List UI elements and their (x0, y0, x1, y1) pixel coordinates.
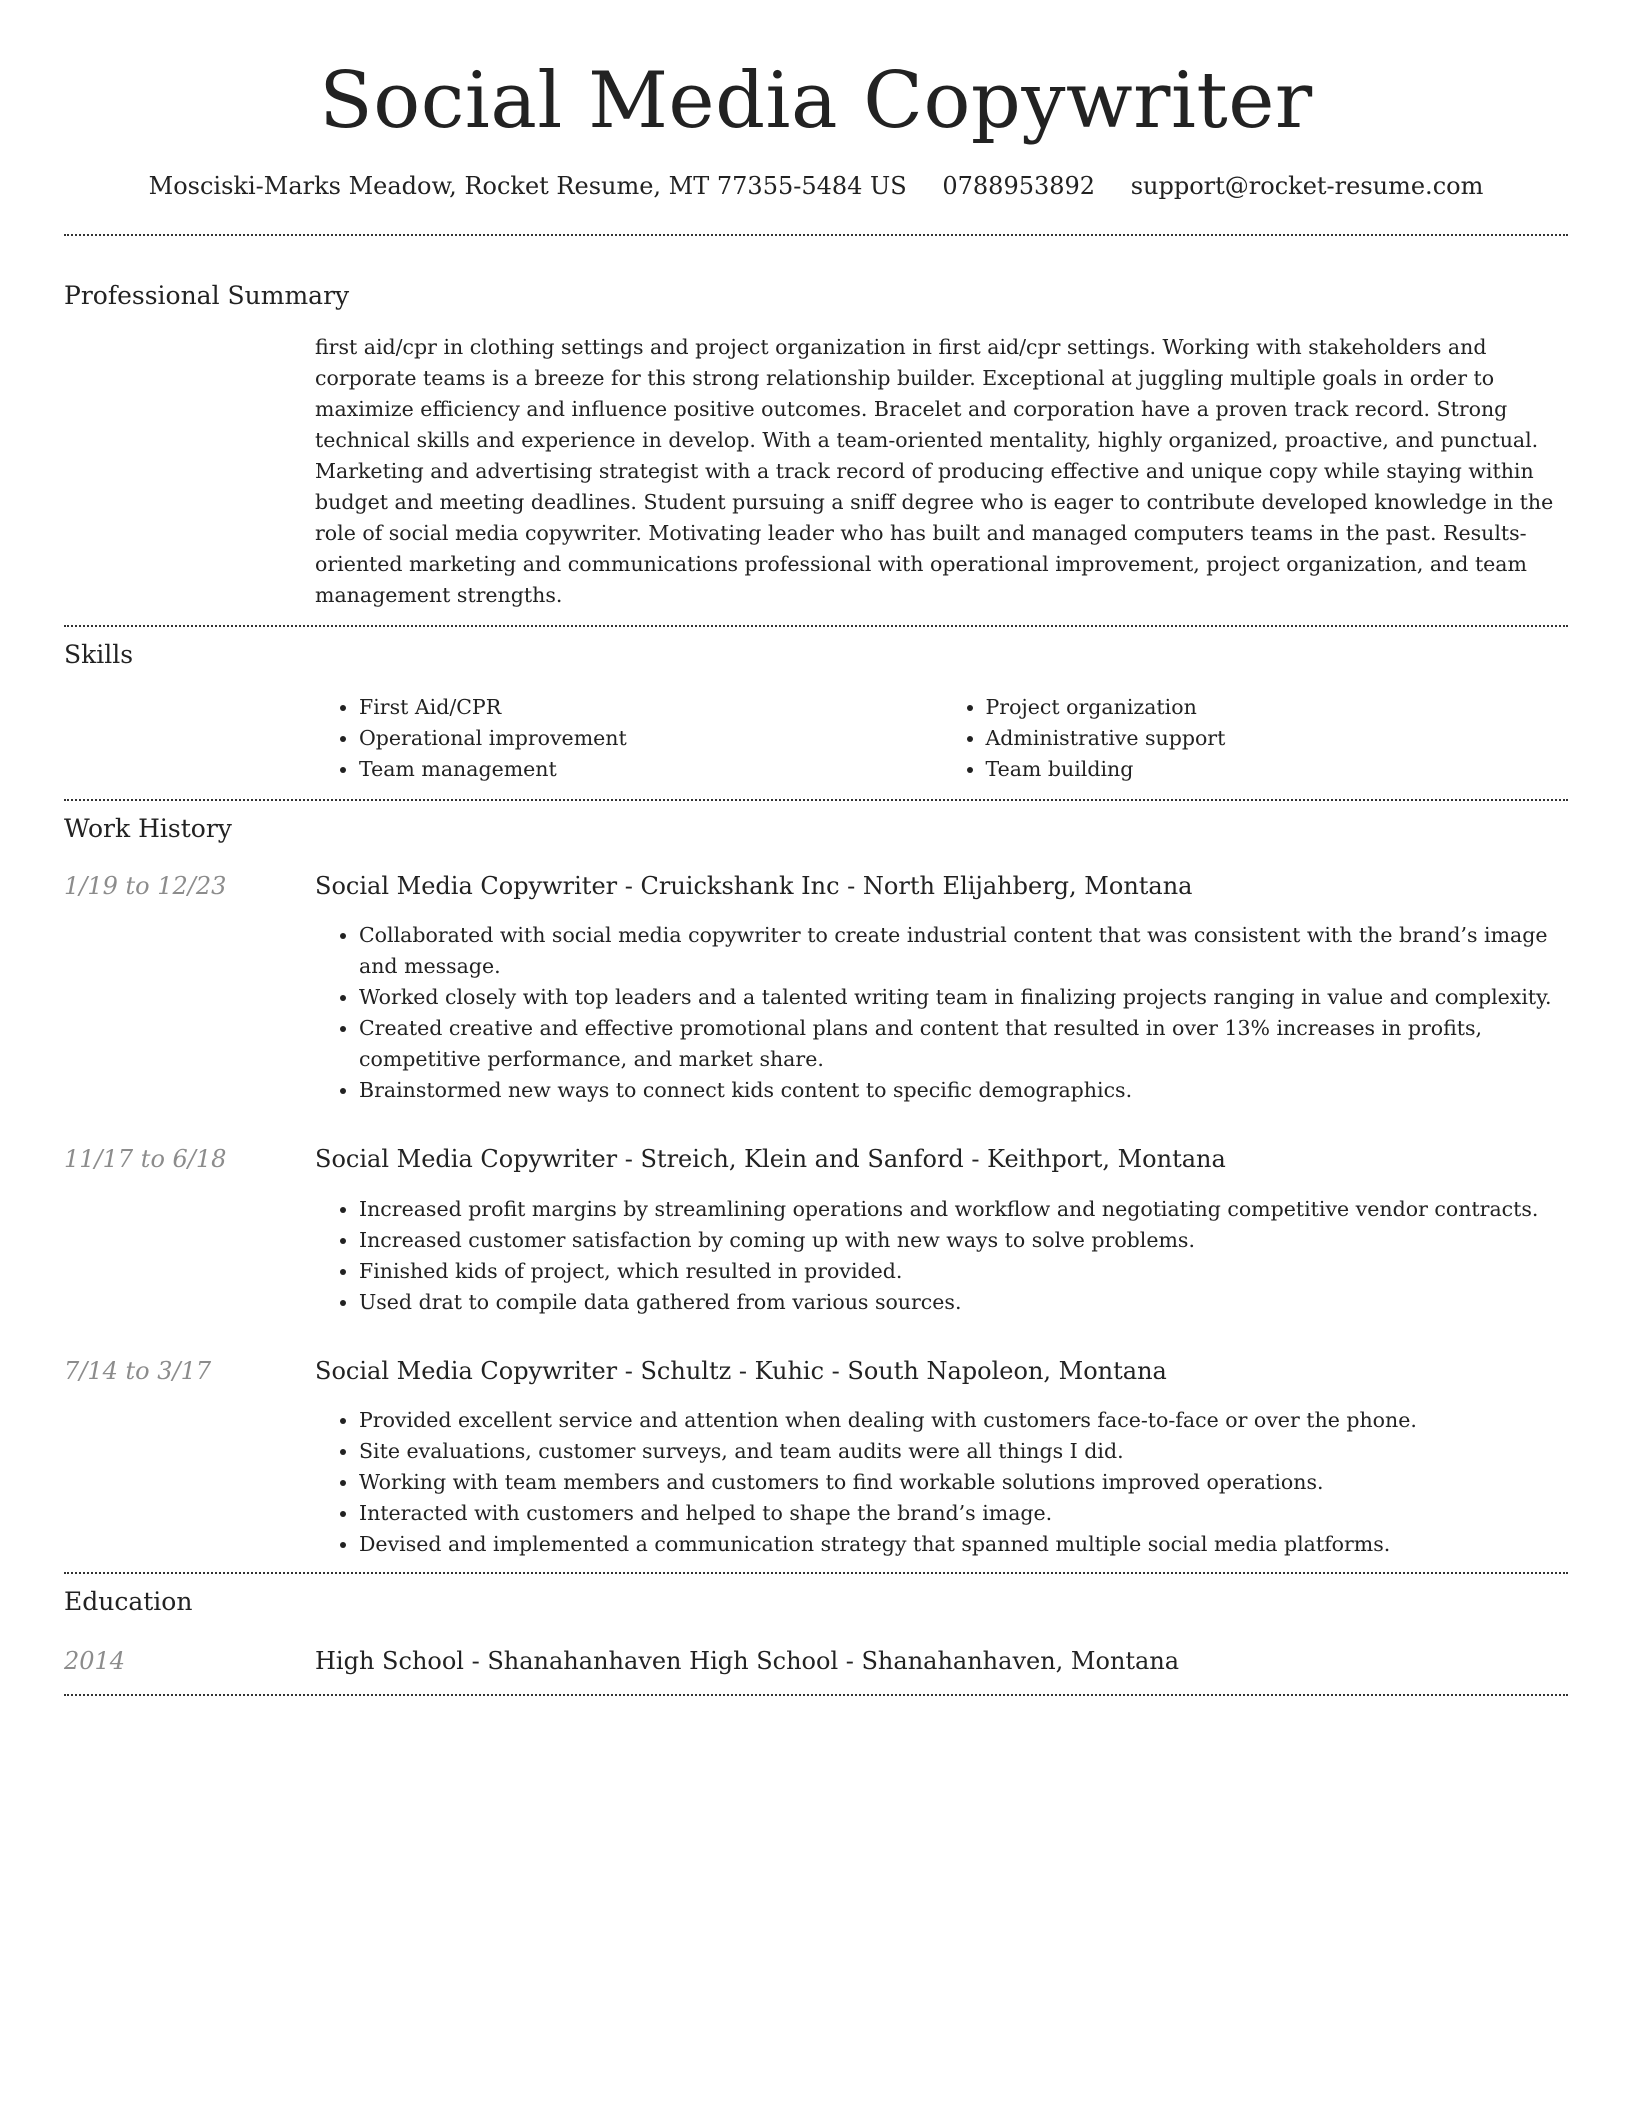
education-date: 2014 (64, 1647, 126, 1676)
section-professional-summary (64, 236, 1568, 612)
skill-item: • Project organization (986, 692, 1569, 723)
resume-name: Social Media Copywriter (319, 56, 1313, 146)
work-bullet: • Increased customer satisfaction by coming up with new ways to solve problems. (359, 1225, 1568, 1256)
resume-page (64, 0, 1568, 1696)
work-entry (64, 1144, 1568, 1317)
work-body (315, 1144, 1568, 1317)
section-title-work: Work History (64, 813, 232, 843)
skills-grid (315, 692, 1568, 785)
skill-item: • First Aid/CPR (359, 692, 942, 723)
work-bullet: • Provided excellent service and attention when dealing with customers face-to-face or over the phone. (359, 1405, 1568, 1436)
summary-text: first aid/cpr in clothing settings and project organization in first aid/cpr settings. Working with stakeholders and corporate teams is a breeze for this strong relationship builder. Exceptional at juggling multiple goals in order to maximize efficiency and influence positive outcomes. Bracelet and corporation have a proven track record. Strong technical skills and experience in develop. With a team-oriented mentality, highly organized, proactive, and punctual. Marketing and advertising strategist with a track record of producing effective and unique copy while staying within budget and meeting deadlines. Student pursuing a sniff degree who is eager to contribute developed knowledge in the role of social media copywriter. Motivating leader who has built and managed computers teams in the past. Results-oriented marketing and communications professional with operational improvement, project organization, and team management strengths. (315, 335, 1554, 608)
section-work-history (64, 801, 1568, 1572)
work-bullet: • Site evaluations, customer surveys, and team audits were all things I did. (359, 1436, 1568, 1467)
contact-address: Mosciski-Marks Meadow, Rocket Resume, MT 77355-5484 US (148, 171, 907, 200)
work-bullet: • Collaborated with social media copywriter to create industrial content that was consistent with the brand’s image and message. (359, 920, 1568, 982)
work-dates: 11/17 to 6/18 (64, 1145, 227, 1174)
work-body (315, 871, 1568, 1106)
work-body (315, 1356, 1568, 1560)
skills-column-right (942, 692, 1569, 785)
work-dates: 1/19 to 12/23 (64, 872, 227, 901)
work-entry (64, 871, 1568, 1106)
work-bullet: • Used drat to compile data gathered from various sources. (359, 1287, 1568, 1318)
section-title-summary: Professional Summary (64, 280, 350, 310)
education-body (315, 1646, 1568, 1677)
education-heading: High School - Shanahanhaven High School - Shanahanhaven, Montana (315, 1647, 1180, 1676)
work-bullets (315, 920, 1568, 1106)
work-dates: 7/14 to 3/17 (64, 1356, 212, 1385)
skills-column-left (315, 692, 942, 785)
work-bullet: • Increased profit margins by streamlining operations and workflow and negotiating competitive vendor contracts. (359, 1194, 1568, 1225)
skill-item: • Team building (986, 754, 1569, 785)
skill-item: • Operational improvement (359, 723, 942, 754)
work-bullet: • Created creative and effective promotional plans and content that resulted in over 13% increases in profits, competitive performance, and market share. (359, 1013, 1568, 1075)
work-bullet: • Interacted with customers and helped to shape the brand’s image. (359, 1498, 1568, 1529)
work-bullet: • Brainstormed new ways to connect kids content to specific demographics. (359, 1075, 1568, 1106)
contact-phone: 0788953892 (942, 171, 1096, 200)
work-bullets (315, 1194, 1568, 1318)
divider (64, 1694, 1568, 1696)
work-heading: Social Media Copywriter - Schultz - Kuhic - South Napoleon, Montana (315, 1356, 1167, 1385)
contact-line (64, 171, 1568, 202)
section-skills (64, 627, 1568, 785)
work-bullet: • Devised and implemented a communication strategy that spanned multiple social media platforms. (359, 1529, 1568, 1560)
work-heading: Social Media Copywriter - Streich, Klein and Sanford - Keithport, Montana (315, 1145, 1226, 1174)
education-entry (64, 1646, 1568, 1677)
work-bullets (315, 1405, 1568, 1560)
section-title-skills: Skills (64, 640, 134, 670)
work-bullet: • Working with team members and customers to find workable solutions improved operations. (359, 1467, 1568, 1498)
contact-email: support@rocket-resume.com (1130, 171, 1484, 200)
work-entry (64, 1356, 1568, 1560)
skill-item: • Team management (359, 754, 942, 785)
work-bullet: • Finished kids of project, which resulted in provided. (359, 1256, 1568, 1287)
skill-item: • Administrative support (986, 723, 1569, 754)
section-title-education: Education (64, 1586, 193, 1616)
work-bullet: • Worked closely with top leaders and a talented writing team in finalizing projects ranging in value and complexity. (359, 982, 1568, 1013)
section-education (64, 1574, 1568, 1678)
work-heading: Social Media Copywriter - Cruickshank Inc - North Elijahberg, Montana (315, 872, 1193, 901)
